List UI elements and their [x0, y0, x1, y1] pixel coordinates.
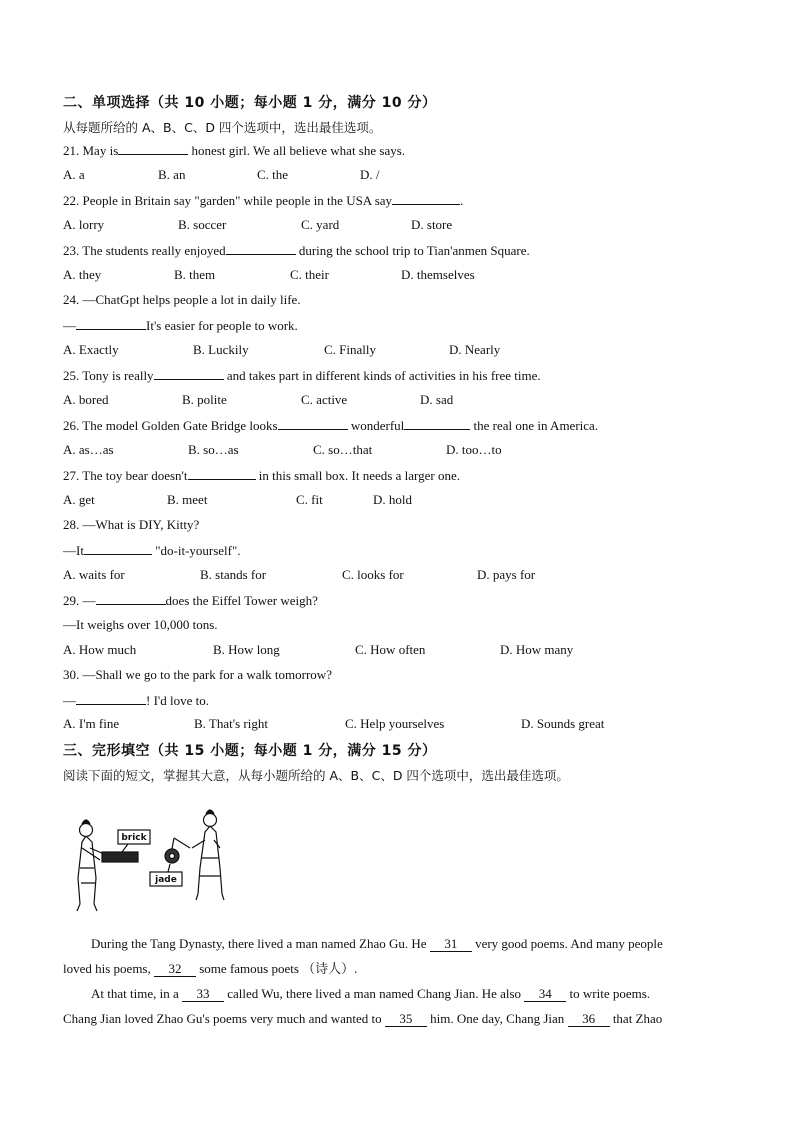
option-b: B. How long [213, 642, 280, 657]
option-d: D. pays for [477, 567, 536, 582]
option-b: B. an [158, 167, 186, 182]
option-c: C. How often [355, 642, 426, 657]
answer-blank [76, 692, 146, 705]
question-28: 28. —What is DIY, Kitty? [63, 517, 200, 532]
option-b: B. so…as [188, 442, 239, 457]
option-a: A. a [63, 167, 85, 182]
passage-paragraph-1: During the Tang Dynasty, there lived a man named Zhao Gu. He 31 very good poems. And many people loved his poems, 32 some famous poets （诗人）. [63, 936, 663, 976]
option-c: C. Finally [324, 342, 377, 357]
left-figure-body [78, 836, 96, 904]
question-25: 25. Tony is really and takes part in different kinds of activities in his free time. [63, 368, 541, 383]
option-c: C. the [257, 167, 289, 182]
option-a: A. get [63, 492, 95, 507]
brick-label: brick [121, 833, 147, 843]
question-27: 27. The toy bear doesn't in this small box. It needs a larger one. [63, 468, 460, 483]
option-c: C. Help yourselves [345, 716, 445, 731]
option-b: B. polite [182, 392, 227, 407]
option-d: D. store [411, 217, 453, 232]
question-24-response: — It's easier for people to work. [63, 318, 298, 333]
section-3-instruction: 阅读下面的短文，掌握其大意，从每小题所给的 A、B、C、D 四个选项中，选出最佳选项。 [63, 768, 569, 783]
answer-blank [278, 417, 348, 430]
passage-paragraph-2: At that time, in a 33 called Wu, there lived a man named Chang Jian. He also 34 to write poems. Chang Jian loved Zhao Gu's poems very much and wanted to 35 him. One day, Chang Jian 36 that Zhao [63, 986, 663, 1026]
option-a: A. they [63, 267, 102, 282]
option-c: C. looks for [342, 567, 404, 582]
option-b: B. That's right [194, 716, 268, 731]
section-3-title: 三、完形填空（共 15 小题；每小题 1 分，满分 15 分） [63, 743, 437, 759]
answer-blank [76, 317, 146, 330]
option-c: C. yard [301, 217, 340, 232]
option-b: B. soccer [178, 217, 227, 232]
option-d: D. / [360, 167, 380, 182]
option-c: C. their [290, 267, 329, 282]
option-a: A. bored [63, 392, 109, 407]
answer-blank [118, 142, 188, 155]
answer-blank [154, 367, 224, 380]
option-a: A. lorry [63, 217, 105, 232]
blank-35: 35 [385, 1012, 427, 1027]
answer-blank [96, 592, 166, 605]
option-b: B. meet [167, 492, 208, 507]
question-29: 29. — does the Eiffel Tower weigh? [63, 593, 318, 608]
answer-blank [84, 542, 152, 555]
option-c: C. so…that [313, 442, 373, 457]
question-28-response: —It "do-it-yourself". [63, 543, 241, 558]
answer-blank [188, 467, 256, 480]
option-d: D. themselves [401, 267, 475, 282]
answer-blank [392, 192, 460, 205]
option-a: A. How much [63, 642, 137, 657]
question-30: 30. —Shall we go to the park for a walk tomorrow? [63, 667, 332, 682]
option-a: A. waits for [63, 567, 125, 582]
question-30-response: — ! I'd love to. [63, 693, 209, 708]
blank-32: 32 [154, 962, 196, 977]
option-a: A. I'm fine [63, 716, 120, 731]
right-figure-head [204, 814, 217, 827]
jade-label: jade [155, 875, 177, 885]
option-a: A. as…as [63, 442, 114, 457]
question-23: 23. The students really enjoyed during the school trip to Tian'anmen Square. [63, 243, 530, 258]
blank-34: 34 [524, 987, 566, 1002]
right-figure-body [198, 826, 222, 894]
option-b: B. stands for [200, 567, 267, 582]
option-d: D. Sounds great [521, 716, 605, 731]
brick-jade-illustration [70, 808, 230, 918]
question-22: 22. People in Britain say "garden" while people in the USA say . [63, 193, 464, 208]
option-d: D. hold [373, 492, 412, 507]
blank-36: 36 [568, 1012, 610, 1027]
answer-blank [404, 417, 470, 430]
section-2-title: 二、单项选择（共 10 小题；每小题 1 分，满分 10 分） [63, 95, 437, 111]
blank-31: 31 [430, 937, 472, 952]
section-2-instruction: 从每题所给的 A、B、C、D 四个选项中，选出最佳选项。 [63, 120, 382, 135]
option-d: D. How many [500, 642, 574, 657]
option-d: D. sad [420, 392, 454, 407]
option-b: B. Luckily [193, 342, 249, 357]
option-a: A. Exactly [63, 342, 119, 357]
option-c: C. active [301, 392, 348, 407]
option-b: B. them [174, 267, 216, 282]
question-24: 24. —ChatGpt helps people a lot in daily life. [63, 292, 301, 307]
option-c: C. fit [296, 492, 323, 507]
answer-blank [226, 242, 296, 255]
option-d: D. too…to [446, 442, 502, 457]
question-26: 26. The model Golden Gate Bridge looks wonderful the real one in America. [63, 418, 599, 433]
left-figure-head [80, 824, 93, 837]
option-d: D. Nearly [449, 342, 501, 357]
question-29-response: —It weighs over 10,000 tons. [63, 617, 218, 632]
blank-33: 33 [182, 987, 224, 1002]
brick-shape [102, 852, 138, 862]
question-21: 21. May is honest girl. We all believe what she says. [63, 143, 406, 158]
